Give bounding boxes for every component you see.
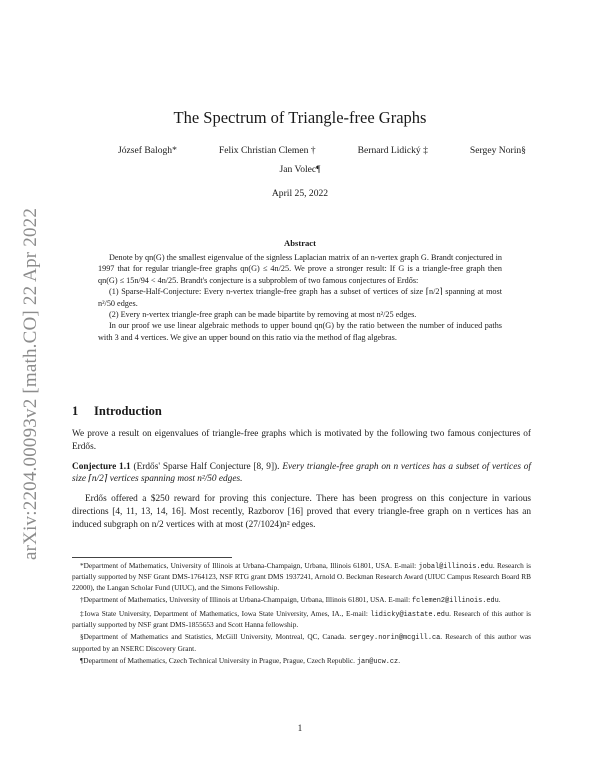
body-text [72, 428, 531, 539]
author-list [118, 145, 526, 156]
footnote-text: †Department of Mathematics, University of Illinois at Urbana-Champaign, Urbana, Illinois 61801, USA. E-mail: [80, 595, 411, 605]
footnote [72, 595, 531, 606]
author-name: Jan Volec¶ [279, 164, 321, 175]
footnote-text: §Department of Mathematics and Statistics, McGill University, Montreal, QC, Canada. [80, 632, 347, 642]
author-name: József Balogh* [118, 145, 177, 156]
footnote-rule [72, 557, 232, 558]
footnote-text: ¶Department of Mathematics, Czech Technical University in Prague, Prague, Czech Republic. [80, 656, 355, 666]
arxiv-side-stamp: arXiv:2204.00093v2 [math.CO] 22 Apr 2022 [20, 207, 41, 560]
body-paragraph: Erdős offered a $250 reward for proving this conjecture. There has been progress on this conjecture in various directions [4, 11, 13, 14, 16]. Most recently, Razborov [16] proved that every triangle-free graph on n vertices has an induced subgraph on n/2 vertices with at most (27/1024)n² edges. [72, 494, 531, 530]
body-paragraph: We prove a result on eigenvalues of triangle-free graphs which is motivated by the following two famous conjectures of Erdős. [72, 429, 531, 452]
section-title: Introduction [94, 404, 162, 418]
conjecture-statement: Every triangle-free graph on n vertices has a subset of vertices of size ⌈n/2⌉ vertices spanning most n²/50 edges. [72, 461, 531, 485]
footnote-text: . Research of this author was supported by an NSERC Discovery Grant. [72, 632, 532, 653]
abstract-paragraph: (2) Every n-vertex triangle-free graph can be made bipartite by removing at most n²/25 edges. [109, 310, 417, 320]
footnote [72, 561, 531, 593]
footnote-text: ‡Iowa State University, Department of Mathematics, Iowa State University, Ames, IA., E-mail: [80, 608, 368, 618]
email-address: fclemen2@illinois.edu [411, 597, 499, 606]
abstract-paragraph: In our proof we use linear algebraic methods to upper bound qn(G) by the ratio between the number of induced paths with 3 and 4 vertices. We give an upper bound on this ratio via the method of flag algebras. [98, 321, 502, 342]
author-name: Bernard Lidický ‡ [357, 145, 428, 156]
author-name: Sergey Norin§ [469, 145, 526, 156]
abstract-body [98, 252, 502, 343]
paper-date: April 25, 2022 [271, 188, 329, 199]
footnote-text: . Research is partially supported by NSF Grant DMS-1764123, NSF RTG grant DMS 1937241, Arnold O. Beckman Research Award (UIUC Campus Research Board RB 22000), the Langan Scholar Fund (UIUC), and the Simons Fellowship. [72, 561, 531, 592]
paper-title: The Spectrum of Triangle-free Graphs [173, 108, 427, 127]
email-address: sergey.norin@mcgill.ca [349, 634, 441, 643]
footnote-text: . Research of this author is partially supported by NSF grant DMS-1855653 and Scott Hanna fellowship. [72, 608, 531, 630]
footnote-text: . [398, 656, 401, 666]
email-address: jan@ucw.cz [356, 658, 399, 667]
footnote [72, 632, 531, 654]
abstract-heading: Abstract [284, 238, 316, 248]
footnote [72, 609, 531, 631]
footnote-text: . [498, 595, 501, 605]
abstract-paragraph: Denote by qn(G) the smallest eigenvalue of the signless Laplacian matrix of an n-vertex graph G. Brandt conjectured in 1997 that for regular triangle-free graphs qn(G) ≤ 4n/25. We prove a stronger result: If G is a triangle-free graph then qn(G) ≤ 15n/94 < 4n/25. Brandt's conjecture is a subproblem of two famous conjectures of Erdős: [98, 253, 502, 285]
email-address: jobal@illinois.edu [418, 563, 493, 571]
footnote-text: *Department of Mathematics, University of Illinois at Urbana-Champaign, Urbana, Illinois 61801, USA. E-mail: [80, 561, 417, 570]
footnotes [72, 561, 531, 670]
footnote [72, 656, 531, 667]
section-heading [72, 404, 162, 419]
conjecture-attribution: (Erdős' Sparse Half Conjecture [8, 9]). [133, 461, 280, 472]
conjecture-block [72, 461, 531, 487]
conjecture-label: Conjecture 1.1 [72, 461, 131, 472]
page-number: 1 [297, 724, 303, 734]
section-number: 1 [72, 404, 79, 418]
author-name: Felix Christian Clemen † [218, 145, 316, 156]
abstract-paragraph: (1) Sparse-Half-Conjecture: Every n-vertex triangle-free graph has a subset of vertices of size ⌈n/2⌉ spanning at most n²/50 edges. [98, 287, 502, 308]
email-address: lidicky@iastate.edu [370, 610, 450, 619]
